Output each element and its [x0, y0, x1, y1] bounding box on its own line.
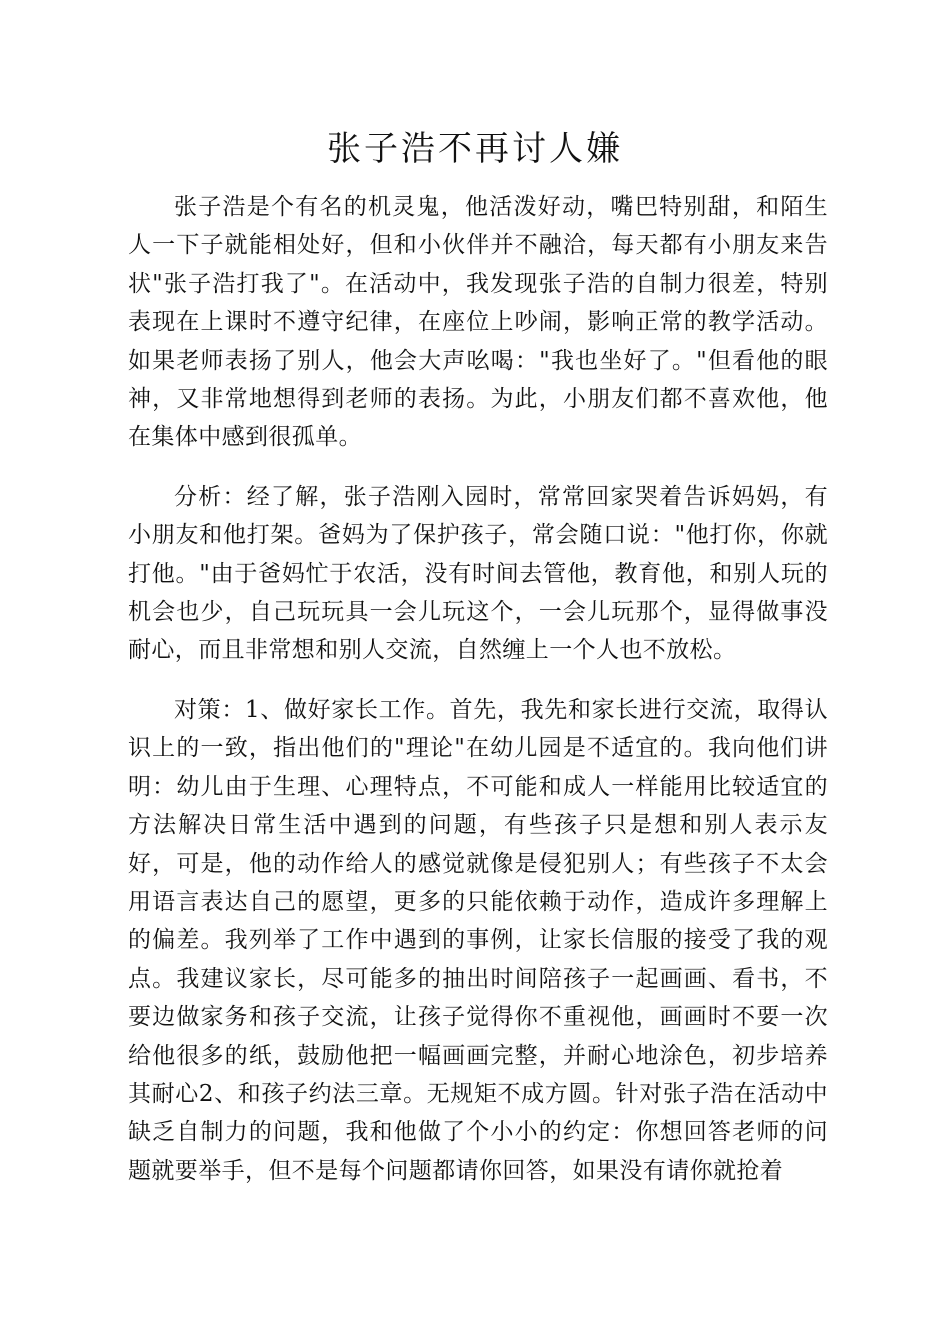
- paragraph-strategy: 对策：1、做好家长工作。首先，我先和家长进行交流，取得认识上的一致，指出他们的"理论"在幼儿园是不适宜的。我向他们讲明：幼儿由于生理、心理特点，不可能和成人一样能用比较适宜的方法解决日常生活中遇到的问题，有些孩子只是想和别人表示友好，可是，他的动作给人的感觉就像是侵犯别人；有些孩子不太会用语言表达自己的愿望，更多的只能依赖于动作，造成许多理解上的偏差。我列举了工作中遇到的事例，让家长信服的接受了我的观点。我建议家长，尽可能多的抽出时间陪孩子一起画画、看书，不要边做家务和孩子交流，让孩子觉得你不重视他，画画时不要一次给他很多的纸，鼓励他把一幅画画完整，并耐心地涂色，初步培养其耐心2、和孩子约法三章。无规矩不成方圆。针对张子浩在活动中缺乏自制力的问题，我和他做了个小小的约定：你想回答老师的问题就要举手，但不是每个问题都请你回答，如果没有请你就抢着: [128, 696, 828, 1184]
- document-title: 张子浩不再讨人嫌: [327, 129, 623, 169]
- paragraph-analysis: 分析：经了解，张子浩刚入园时，常常回家哭着告诉妈妈，有小朋友和他打架。爸妈为了保护孩子，常会随口说："他打你，你就打他。"由于爸妈忙于农活，没有时间去管他，教育他，和别人玩的机会也少，自己玩玩具一会儿玩这个，一会儿玩那个，显得做事没耐心，而且非常想和别人交流，自然缠上一个人也不放松。: [128, 483, 828, 664]
- document-body: [128, 188, 828, 1211]
- paragraph-description: 张子浩是个有名的机灵鬼，他活泼好动，嘴巴特别甜，和陌生人一下子就能相处好，但和小伙伴并不融洽，每天都有小朋友来告状"张子浩打我了"。在活动中，我发现张子浩的自制力很差，特别表现在上课时不遵守纪律，在座位上吵闹，影响正常的教学活动。如果老师表扬了别人，他会大声吆喝："我也坐好了。"但看他的眼神，又非常地想得到老师的表扬。为此，小朋友们都不喜欢他，他在集体中感到很孤单。: [128, 194, 828, 451]
